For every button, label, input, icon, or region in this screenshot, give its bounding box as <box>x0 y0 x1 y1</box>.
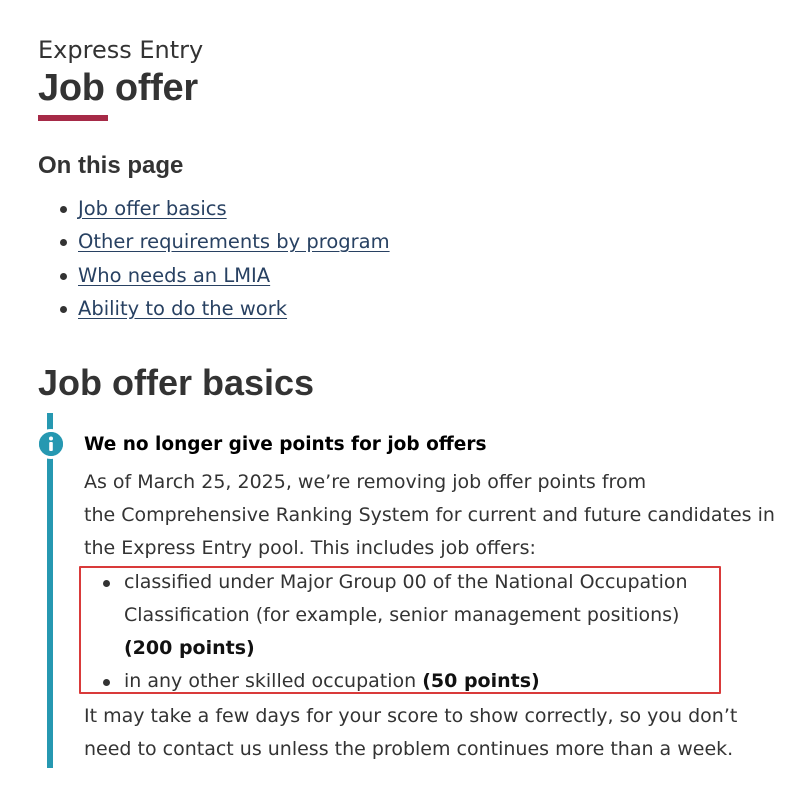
toc-link-other-requirements[interactable]: Other requirements by program <box>78 230 390 254</box>
list-item <box>84 566 688 665</box>
info-icon <box>36 429 66 459</box>
toc-item <box>38 225 390 258</box>
alert-outro <box>84 700 737 766</box>
alert-outro-line: It may take a few days for your score to show correctly, so you don’t <box>84 705 738 727</box>
toc-item <box>38 292 390 325</box>
section-heading: Job offer basics <box>38 362 315 403</box>
job-offer-bullets <box>84 566 688 698</box>
toc-heading: On this page <box>38 152 184 179</box>
toc-list <box>38 192 390 325</box>
alert-outro-line: need to contact us unless the problem continues more than a week. <box>84 738 734 760</box>
points-label: (50 points) <box>422 670 540 692</box>
page-eyebrow: Express Entry <box>38 36 204 64</box>
title-underline <box>38 115 108 121</box>
page-title: Job offer <box>38 67 198 109</box>
alert-intro-line: the Comprehensive Ranking System for current and future candidates in <box>84 504 775 526</box>
points-label: (200 points) <box>124 637 255 659</box>
toc-item <box>38 192 390 225</box>
list-item <box>84 665 688 698</box>
toc-link-ability-to-do-work[interactable]: Ability to do the work <box>78 296 288 320</box>
toc-item <box>38 259 390 292</box>
alert-intro <box>84 466 775 565</box>
bullet-line: Classification (for example, senior management positions) <box>124 604 680 626</box>
alert-intro-line: As of March 25, 2025, we’re removing job offer points from <box>84 471 647 493</box>
bullet-text: in any other skilled occupation <box>124 670 423 692</box>
toc-link-who-needs-lmia[interactable]: Who needs an LMIA <box>78 263 271 287</box>
alert-intro-line: the Express Entry pool. This includes job offers: <box>84 537 536 559</box>
bullet-line: classified under Major Group 00 of the National Occupation <box>124 571 688 593</box>
alert-accent-bar <box>47 413 53 768</box>
alert-heading: We no longer give points for job offers <box>84 434 487 455</box>
toc-link-job-offer-basics[interactable]: Job offer basics <box>78 197 227 220</box>
